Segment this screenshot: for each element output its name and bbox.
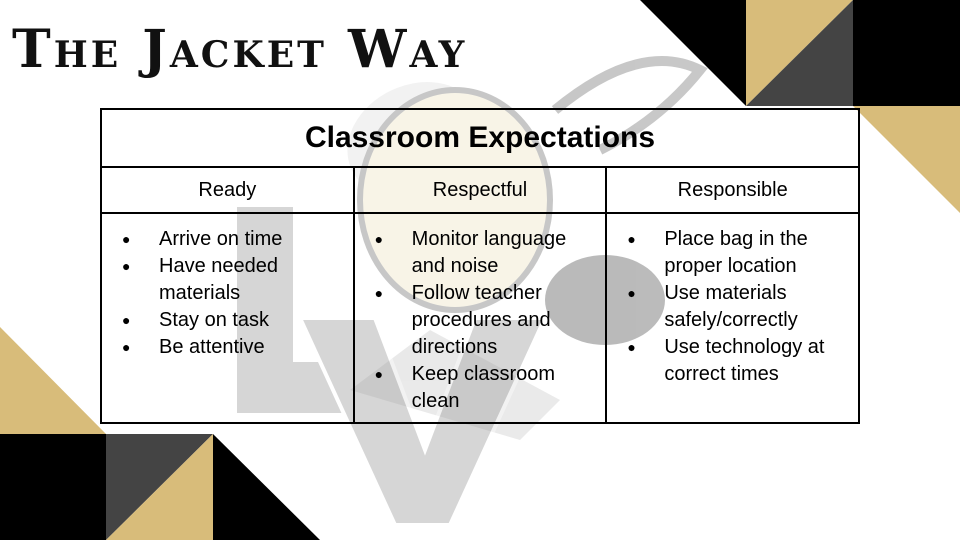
list-item: ● Use materials safely/correctly [627,280,850,334]
body-row [102,214,858,422]
list-item: ● Arrive on time [122,226,345,253]
black-square [853,0,960,106]
gold-triangle [853,106,960,213]
list-item: ● Have needed materials [122,253,345,307]
responsible-list [627,226,850,388]
list-item: ● Keep classroom clean [375,361,598,415]
black-triangle [213,434,320,540]
ready-cell [102,214,355,422]
table-heading: Classroom Expectations [102,110,858,168]
responsible-cell [607,214,858,422]
list-item: ● Monitor language and noise [375,226,598,280]
slide-title: The Jacket Way [12,19,468,80]
black-square [0,434,106,540]
list-item: ● Place bag in the proper location [627,226,850,280]
expectations-table [100,108,860,424]
list-item: ● Follow teacher procedures and directions [375,280,598,361]
list-item: ● Stay on task [122,307,345,334]
respectful-cell [355,214,608,422]
column-header-respectful: Respectful [355,168,608,212]
list-item: ● Be attentive [122,334,345,361]
black-triangle [640,0,746,106]
ready-list [122,226,345,361]
respectful-list [375,226,598,415]
column-header-ready: Ready [102,168,355,212]
header-row [102,168,858,214]
column-header-responsible: Responsible [677,179,788,201]
list-item: ● Use technology at correct times [627,334,850,388]
gold-triangle [0,327,106,434]
